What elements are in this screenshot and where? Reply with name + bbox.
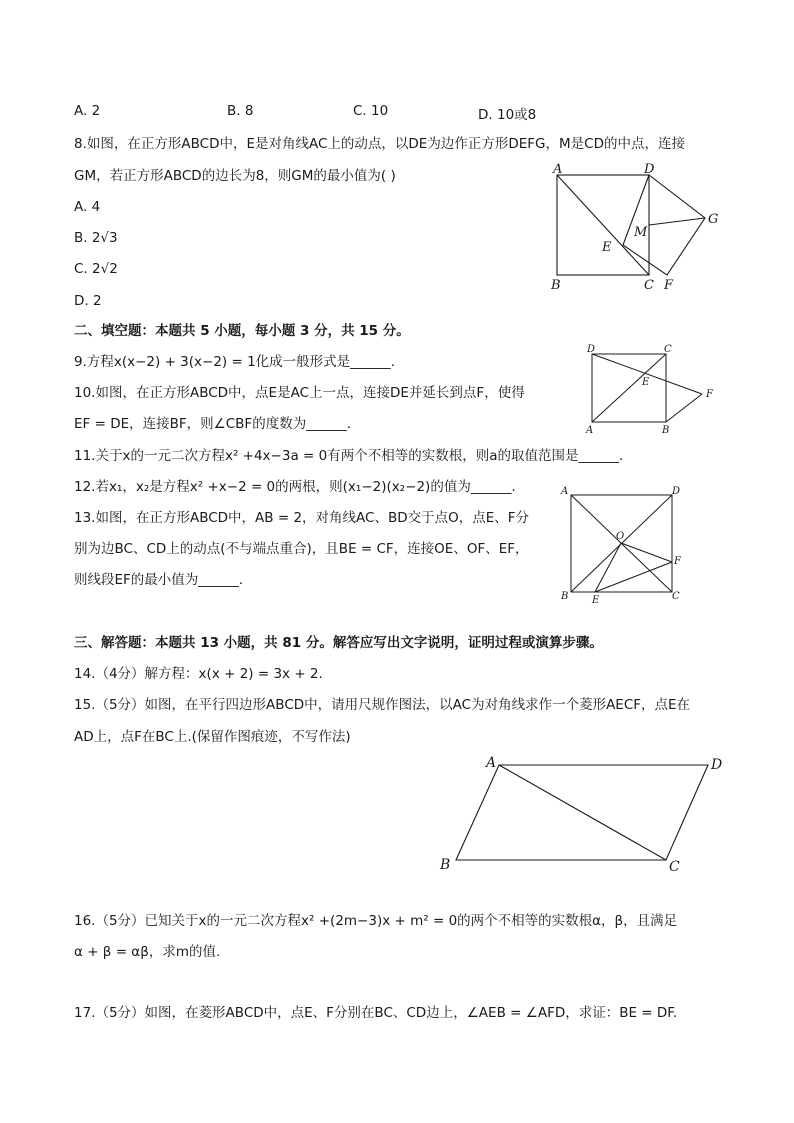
q15-diagonal-ac [499,765,666,860]
q15-label-c: C [669,859,680,875]
q10-line-df [592,354,702,394]
q8-label-c: C [644,278,654,293]
q13-label-o: O [616,531,625,542]
q8-label-f: F [664,278,674,293]
q15-stem-line2: AD上，点F在BC上.(保留作图痕迹，不写作法) [74,729,351,745]
q10-label-d: D [587,344,596,355]
q13-stem-line2: 别为边BC、CD上的动点(不与端点重合)，且BE = CF，连接OE、OF、EF， [74,541,529,557]
q8-option-d: D. 2 [74,293,102,309]
q7-option-a: A. 2 [74,103,101,119]
q8-segment-gm [649,218,705,225]
q15-figure [430,750,730,880]
q10-stem-line1: 10.如图，在正方形ABCD中，点E是AC上一点，连接DE并延长到点F，使得 [74,385,525,401]
q8-label-a: A [553,162,563,177]
q8-label-d: D [644,162,655,177]
q10-label-c: C [664,344,672,355]
q15-label-a: A [486,755,497,771]
q13-label-a: A [561,486,569,497]
q13-stem-line3: 则线段EF的最小值为______. [74,572,244,588]
q10-line-bf [666,394,702,422]
q13-segment-of [621,543,672,562]
q8-label-m: M [634,225,648,240]
q12-stem: 12.若x₁，x₂是方程x² +x−2 = 0的两根，则(x₁−2)(x₂−2)的值为______. [74,479,516,495]
q10-label-a: A [586,425,594,436]
section-solve-title: 三、解答题：本题共 13 小题，共 81 分。解答应写出文字说明，证明过程或演算步骤。 [74,635,603,651]
q11-stem: 11.关于x的一元二次方程x² +4x−3a = 0有两个不相等的实数根，则a的取值范围是______. [74,448,624,464]
q14-stem: 14.（4分）解方程：x(x + 2) = 3x + 2. [74,666,323,682]
q15-stem-line1: 15.（5分）如图，在平行四边形ABCD中，请用尺规作图法，以AC为对角线求作一个菱形AECF，点E在 [74,697,691,713]
q13-stem-line1: 13.如图，在正方形ABCD中，AB = 2，对角线AC、BD交于点O，点E、F分 [74,510,530,526]
q9-stem: 9.方程x(x−2) + 3(x−2) = 1化成一般形式是______. [74,354,395,370]
q15-label-b: B [440,857,451,873]
q7-option-b: B. 8 [227,103,254,119]
q8-label-e: E [602,240,612,255]
q8-label-b: B [551,278,561,293]
q8-label-g: G [708,212,719,227]
q13-label-e: E [592,595,600,606]
q16-stem-line1: 16.（5分）已知关于x的一元二次方程x² +(2m−3)x + m² = 0的两个不相等的实数根α，β，且满足 [74,913,678,929]
q7-option-c: C. 10 [353,103,389,119]
section-fill-in-title: 二、填空题：本题共 5 小题，每小题 3 分，共 15 分。 [74,323,410,339]
q13-label-b: B [561,591,569,602]
q15-label-d: D [711,757,723,773]
q13-figure [555,482,690,607]
q13-label-c: C [672,591,680,602]
q13-segment-oe [595,543,621,592]
q13-segment-ef [595,562,672,592]
q8-figure [540,160,730,300]
q8-stem-line1: 8.如图，在正方形ABCD中，E是对角线AC上的动点，以DE为边作正方形DEFG，M是CD的中点，连接 [74,136,685,152]
q10-stem-line2: EF = DE，连接BF，则∠CBF的度数为______. [74,416,351,432]
q10-label-b: B [662,425,670,436]
q13-label-f: F [674,556,681,567]
q10-figure [580,342,720,437]
q10-label-f: F [706,389,713,400]
q8-option-b: B. 2√3 [74,230,118,246]
q16-stem-line2: α + β = αβ，求m的值. [74,944,221,960]
q17-stem: 17.（5分）如图，在菱形ABCD中，点E、F分别在BC、CD边上，∠AEB = ∠AFD，求证：BE = DF. [74,1005,678,1021]
q10-diagonal-ac [592,354,666,422]
q10-label-e: E [642,377,650,388]
q8-stem-line2: GM，若正方形ABCD的边长为8，则GM的最小值为( ) [74,168,396,184]
q8-option-c: C. 2√2 [74,261,118,277]
q13-label-d: D [672,486,681,497]
q7-option-d: D. 10或8 [478,107,537,123]
q8-option-a: A. 4 [74,199,101,215]
